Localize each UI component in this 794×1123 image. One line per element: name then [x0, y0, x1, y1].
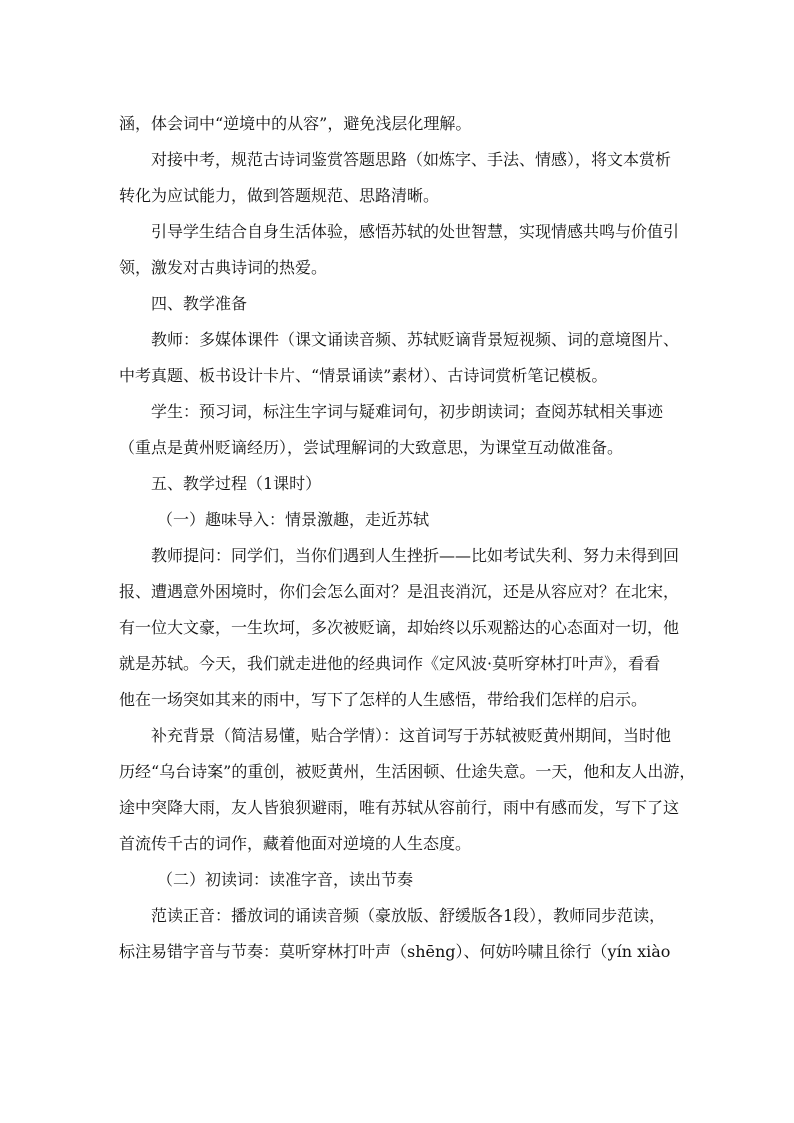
body-text-line: （重点是黄州贬谪经历），尝试理解词的大致意思，为课堂互动做准备。	[119, 438, 624, 457]
body-text-line: 涵，体会词中“逆境中的从容”，避免浅层化理解。	[119, 114, 472, 133]
body-text-line: 有一位大文豪，一生坎坷，多次被贬谪，却始终以乐观豁达的心态面对一切，他	[119, 618, 680, 637]
body-text-line: 中考真题、板书设计卡片、“情景诵读”素材）、古诗词赏析笔记模板。	[119, 366, 608, 385]
body-text-line: 途中突降大雨，友人皆狼狈避雨，唯有苏轼从容前行，雨中有感而发，写下了这	[119, 798, 680, 817]
body-text-line: 转化为应试能力，做到答题规范、思路清晰。	[119, 186, 440, 205]
body-text-line: 标注易错字音与节奏：莫听穿林打叶声（shēng）、何妨吟啸且徐行（yín xiào	[119, 942, 671, 961]
section-heading: 五、教学过程（1课时）	[151, 474, 322, 493]
body-text-line: 就是苏轼。今天，我们就走进他的经典词作《定风波·莫听穿林打叶声》，看看	[119, 654, 661, 673]
body-text-line: 报、遭遇意外困境时，你们会怎么面对？是沮丧消沉，还是从容应对？在北宋，	[119, 582, 680, 601]
body-text-line: 补充背景（简洁易懂，贴合学情）：这首词写于苏轼被贬黄州期间，当时他	[151, 726, 672, 745]
body-text-line: 他在一场突如其来的雨中，写下了怎样的人生感悟，带给我们怎样的启示。	[119, 690, 648, 709]
body-text-line: 首流传千古的词作，藏着他面对逆境的人生态度。	[119, 834, 472, 853]
subsection-heading: （一）趣味导入：情景激趣，走近苏轼	[157, 510, 430, 529]
body-text-line: 范读正音：播放词的诵读音频（豪放版、舒缓版各1段），教师同步范读，	[151, 906, 666, 925]
body-text-line: 引导学生结合自身生活体验，感悟苏轼的处世智慧，实现情感共鸣与价值引	[151, 222, 680, 241]
body-text-line: 教师提问：同学们，当你们遇到人生挫折——比如考试失利、努力未得到回	[151, 546, 680, 565]
body-text-line: 领，激发对古典诗词的热爱。	[119, 258, 328, 277]
body-text-line: 对接中考，规范古诗词鉴赏答题思路（如炼字、手法、情感），将文本赏析	[151, 150, 672, 169]
body-text-line: 历经“乌台诗案”的重创，被贬黄州，生活困顿、仕途失意。一天，他和友人出游，	[119, 762, 696, 781]
section-heading: 四、教学准备	[151, 294, 248, 313]
body-text-line: 教师：多媒体课件（课文诵读音频、苏轼贬谪背景短视频、词的意境图片、	[151, 330, 680, 349]
body-text-line: 学生：预习词，标注生字词与疑难词句，初步朗读词；查阅苏轼相关事迹	[151, 402, 664, 421]
subsection-heading: （二）初读词：读准字音，读出节奏	[157, 870, 414, 889]
